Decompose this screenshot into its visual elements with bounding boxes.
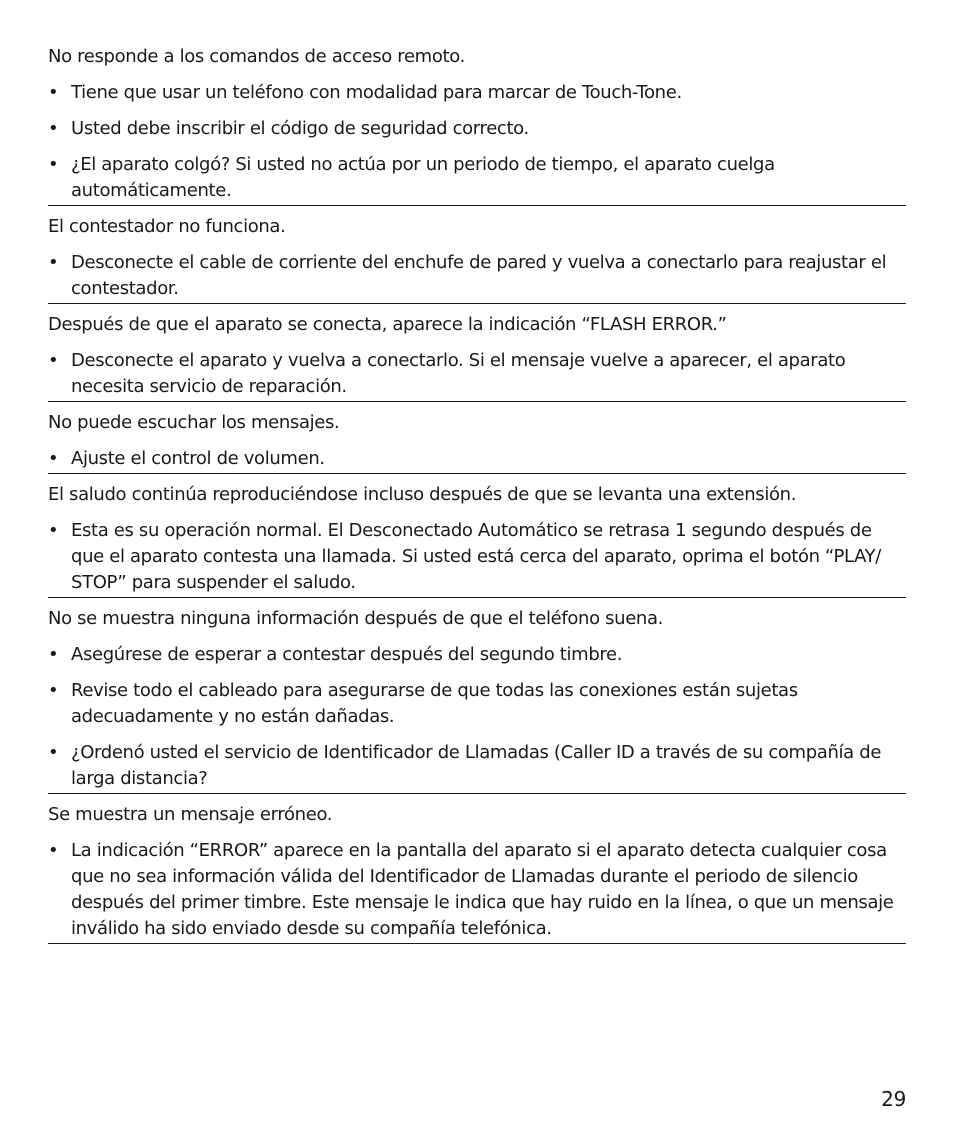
solution-list bbox=[48, 446, 906, 472]
solution-list bbox=[48, 348, 906, 400]
solution-item: • Usted debe inscribir el código de seguridad correcto. bbox=[48, 116, 906, 142]
section-error-message bbox=[48, 802, 906, 944]
section-flash-error bbox=[48, 312, 906, 402]
solution-item: • Tiene que usar un teléfono con modalidad para marcar de Touch-Tone. bbox=[48, 80, 906, 106]
solution-list bbox=[48, 250, 906, 302]
section-caller-id bbox=[48, 606, 906, 794]
section-greeting bbox=[48, 482, 906, 598]
problem-heading: El contestador no funciona. bbox=[48, 216, 286, 237]
solution-item: • ¿El aparato colgó? Si usted no actúa por un periodo de tiempo, el aparato cuelga automáticamente. bbox=[48, 152, 906, 204]
problem-heading: No se muestra ninguna información después de que el teléfono suena. bbox=[48, 608, 664, 629]
solution-list bbox=[48, 642, 906, 792]
solution-item: • Ajuste el control de volumen. bbox=[48, 446, 906, 472]
section-messages bbox=[48, 410, 906, 474]
solution-list bbox=[48, 518, 906, 596]
problem-heading: No puede escuchar los mensajes. bbox=[48, 412, 340, 433]
problem-heading: Después de que el aparato se conecta, aparece la indicación “FLASH ERROR.” bbox=[48, 314, 727, 335]
section-answering-machine bbox=[48, 214, 906, 304]
solution-item: • Asegúrese de esperar a contestar después del segundo timbre. bbox=[48, 642, 906, 668]
solution-item: • La indicación “ERROR” aparece en la pantalla del aparato si el aparato detecta cualquier cosa que no sea información válida del Identificador de Llamadas durante el periodo de silencio después del primer timbre. Este mensaje le indica que hay ruido en la línea, o que un mensaje inválido ha sido enviado desde su compañía telefónica. bbox=[48, 838, 906, 942]
troubleshooting-content bbox=[48, 44, 906, 952]
problem-heading: No responde a los comandos de acceso remoto. bbox=[48, 46, 465, 67]
solution-item: • Desconecte el cable de corriente del enchufe de pared y vuelva a conectarlo para reajustar el contestador. bbox=[48, 250, 906, 302]
solution-list bbox=[48, 838, 906, 942]
section-remote-access bbox=[48, 44, 906, 206]
solution-item: • ¿Ordenó usted el servicio de Identificador de Llamadas (Caller ID a través de su compañía de larga distancia? bbox=[48, 740, 906, 792]
problem-heading: Se muestra un mensaje erróneo. bbox=[48, 804, 333, 825]
page-number: 29 bbox=[881, 1087, 906, 1111]
solution-item: • Revise todo el cableado para asegurarse de que todas las conexiones están sujetas adecuadamente y no están dañadas. bbox=[48, 678, 906, 730]
solution-list bbox=[48, 80, 906, 204]
solution-item: • Desconecte el aparato y vuelva a conectarlo. Si el mensaje vuelve a aparecer, el aparato necesita servicio de reparación. bbox=[48, 348, 906, 400]
problem-heading: El saludo continúa reproduciéndose incluso después de que se levanta una extensión. bbox=[48, 484, 797, 505]
solution-item: • Esta es su operación normal. El Desconectado Automático se retrasa 1 segundo después de que el aparato contesta una llamada. Si usted está cerca del aparato, oprima el botón “PLAY/ STOP” para suspender el saludo. bbox=[48, 518, 906, 596]
